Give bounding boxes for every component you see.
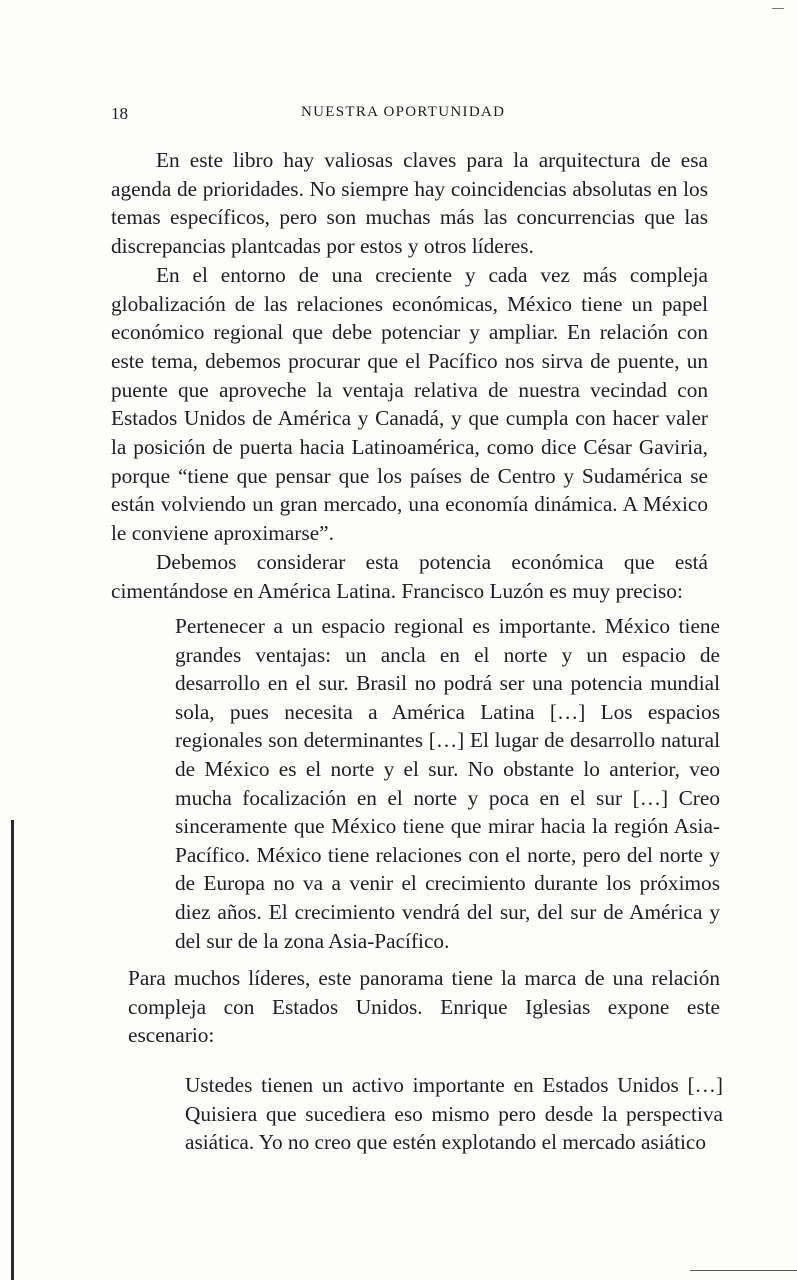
body-text-2 (128, 964, 720, 1050)
block-quote-iglesias (185, 1071, 723, 1157)
page-header (111, 104, 711, 130)
scan-edge-mark (772, 8, 784, 9)
running-title: NUESTRA OPORTUNIDAD (301, 104, 506, 120)
block-quote-luzon (175, 612, 720, 955)
paragraph: En este libro hay valiosas claves para la arquitectura de esa agenda de prioridades. No siempre hay coincidencias absolutas en los temas específicos, pero son muchas más las concurrencias que las discrepancias plantcadas por estos y otros líderes. (111, 148, 708, 259)
body-text-1 (111, 146, 708, 605)
scan-edge-line (690, 1270, 797, 1271)
paragraph: Para muchos líderes, este panorama tiene la marca de una relación compleja con Estados Unidos. Enrique Iglesias expone este escenario: (128, 966, 720, 1048)
paragraph: Debemos considerar esta potencia económica que está cimentándose en América Latina. Francisco Luzón es muy preciso: (111, 549, 708, 603)
quote-text: Pertenecer a un espacio regional es importante. México tiene grandes ventajas: un ancla en el norte y un espacio de desarrollo en el sur. Brasil no podrá ser una potencia mundial sola, pues necesita a América Latina […] Los espacios regionales son determinantes […] El lugar de desarrollo natural de México es el norte y el sur. No obstante lo anterior, veo mucha focalización en el norte y poca en el sur […] Creo sinceramente que México tiene que mirar hacia la región Asia-Pacífico. México tiene relaciones con el norte, pero del norte y de Europa no va a venir el crecimiento durante los próximos diez años. El crecimiento vendrá del sur, del sur de América y del sur de la zona Asia-Pacífico. (175, 614, 720, 953)
paragraph: En el entorno de una creciente y cada vez más compleja globalización de las relaciones económicas, México tiene un papel económico regional que debe potenciar y ampliar. En relación con este tema, debemos procurar que el Pacífico nos sirva de puente, un puente que aproveche la ventaja relativa de nuestra vecindad con Estados Unidos de América y Canadá, y que cumpla con hacer valer la posición de puerta hacia Latinoamérica, como dice César Gaviria, porque “tiene que pensar que los países de Centro y Sudamérica se están volviendo un gran mercado, una economía dinámica. A México le conviene aproximarse”. (111, 262, 708, 546)
page-number: 18 (111, 104, 128, 123)
quote-text: Ustedes tienen un activo importante en Estados Unidos […] Quisiera que sucediera eso mismo pero desde la perspectiva asiática. Yo no creo que estén explotando el mercado asiático (185, 1073, 723, 1155)
scan-edge-shadow (11, 820, 14, 1280)
